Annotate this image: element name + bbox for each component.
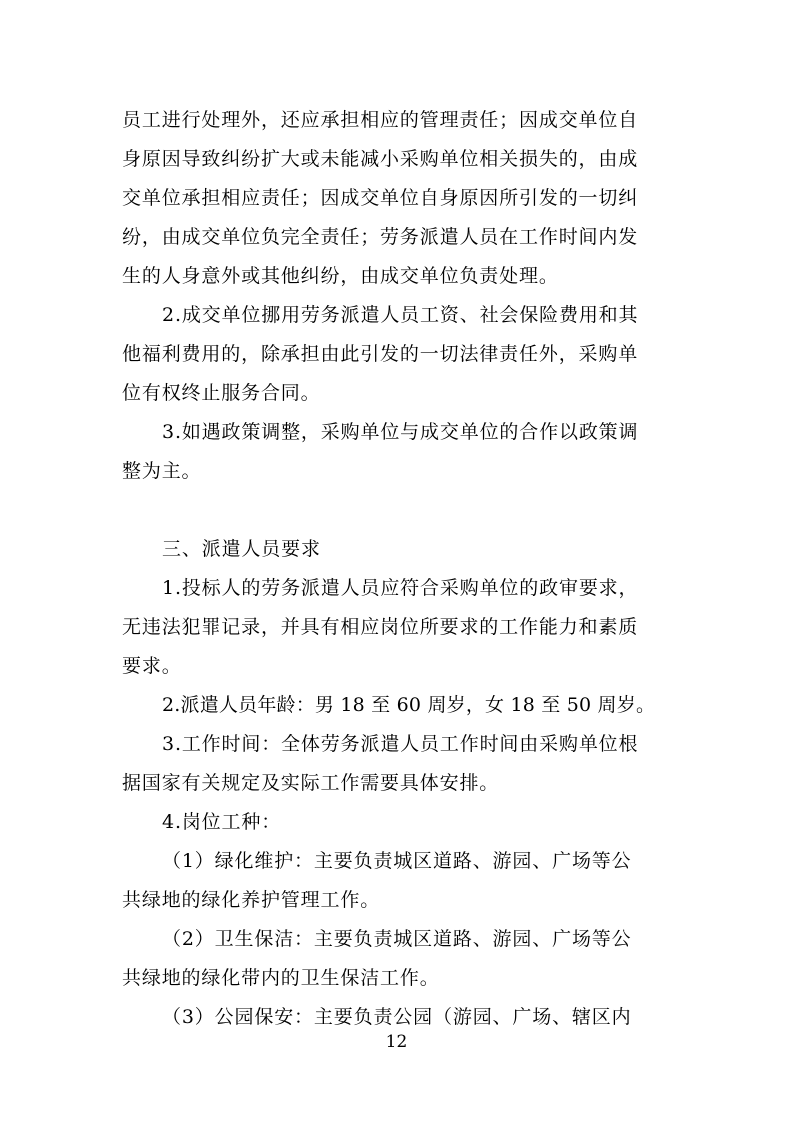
body-text-line: 他福利费用的，除承担由此引发的一切法律责任外，采购单 [122, 343, 639, 365]
body-text-line: 共绿地的绿化带内的卫生保洁工作。 [122, 967, 440, 989]
paragraph-start-line: 2.成交单位挪用劳务派遣人员工资、社会保险费用和其 [162, 304, 639, 326]
section-heading: 三、派遣人员要求 [162, 538, 321, 560]
body-text-line: 交单位承担相应责任；因成交单位自身原因所引发的一切纠 [122, 187, 639, 209]
body-text-line: 要求。 [122, 655, 182, 677]
paragraph-start-line: 4.岗位工种： [162, 811, 282, 833]
page-number: 12 [385, 1032, 408, 1052]
paragraph-start-line: 3.工作时间：全体劳务派遣人员工作时间由采购单位根 [162, 733, 639, 755]
list-item-line: （2）卫生保洁：主要负责城区道路、游园、广场等公 [162, 928, 632, 950]
paragraph-start-line: 1.投标人的劳务派遣人员应符合采购单位的政审要求， [162, 577, 639, 599]
list-item-line: （1）绿化维护：主要负责城区道路、游园、广场等公 [162, 850, 632, 872]
list-item-line: （3）公园保安：主要负责公园（游园、广场、辖区内 [162, 1006, 632, 1028]
body-text-line: 位有权终止服务合同。 [122, 382, 321, 404]
paragraph-start-line: 2.派遣人员年龄：男 18 至 60 周岁，女 18 至 50 周岁。 [162, 694, 656, 716]
body-text-line: 共绿地的绿化养护管理工作。 [122, 889, 381, 911]
body-text-line: 整为主。 [122, 460, 202, 482]
body-text-line: 身原因导致纠纷扩大或未能减小采购单位相关损失的，由成 [122, 148, 639, 170]
body-text-line: 纷，由成交单位负完全责任；劳务派遣人员在工作时间内发 [122, 226, 639, 248]
body-text-line: 员工进行处理外，还应承担相应的管理责任；因成交单位自 [122, 109, 639, 131]
body-text-line: 据国家有关规定及实际工作需要具体安排。 [122, 772, 500, 794]
body-text-line: 生的人身意外或其他纠纷，由成交单位负责处理。 [122, 265, 559, 287]
body-text-line: 无违法犯罪记录，并具有相应岗位所要求的工作能力和素质 [122, 616, 639, 638]
paragraph-start-line: 3.如遇政策调整，采购单位与成交单位的合作以政策调 [162, 421, 639, 443]
